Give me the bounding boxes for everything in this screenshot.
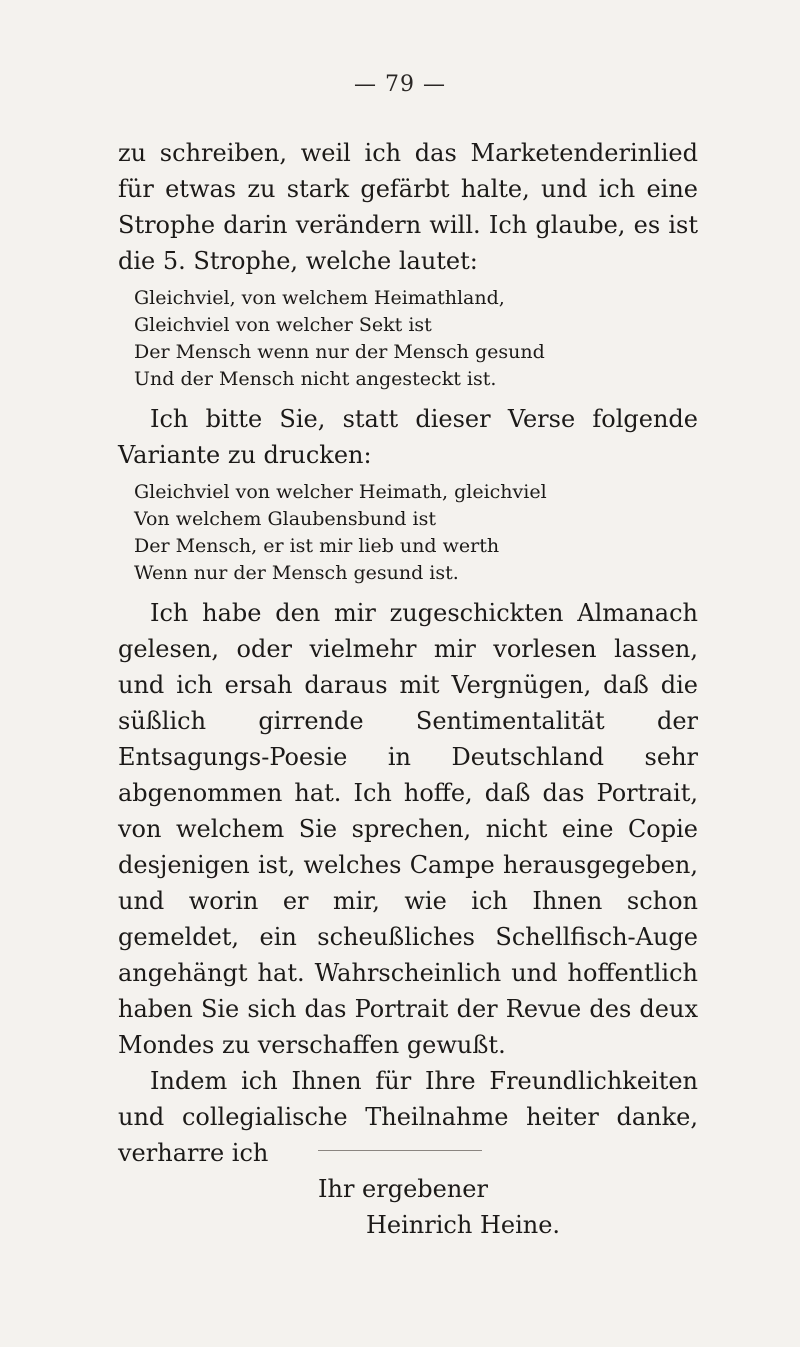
valediction: Ihr ergebener	[318, 1175, 488, 1203]
variant-verse	[134, 479, 698, 587]
verse-line: Gleichviel, von welchem Heimathland,	[134, 287, 505, 309]
end-divider	[318, 1150, 482, 1151]
signature-block	[118, 1171, 698, 1243]
verse-line: Gleichviel von welcher Sekt ist	[134, 314, 432, 336]
verse-line: Der Mensch wenn nur der Mensch gesund	[134, 341, 545, 363]
signature: Heinrich Heine.	[366, 1211, 561, 1239]
verse-line: Von welchem Glaubensbund ist	[134, 508, 436, 530]
letter-body	[118, 135, 698, 1243]
verse-line: Gleichviel von welcher Heimath, gleichviel	[134, 481, 547, 503]
verse-line: Und der Mensch nicht angesteckt ist.	[134, 368, 497, 390]
verse-line: Wenn nur der Mensch gesund ist.	[134, 562, 459, 584]
verse-line: Der Mensch, er ist mir lieb und werth	[134, 535, 500, 557]
original-verse	[134, 285, 698, 393]
closing-paragraph: Indem ich Ihnen für Ihre Freundlichkeiten und collegialische Theilnahme heiter danke, verharre ich	[118, 1067, 698, 1167]
request-paragraph: Ich bitte Sie, statt dieser Verse folgende Variante zu drucken:	[118, 405, 698, 469]
main-paragraph: Ich habe den mir zugeschickten Almanach gelesen, oder vielmehr mir vorlesen lassen, und ich ersah daraus mit Vergnügen, daß die süßlich girrende Sentimentalität der Entsagungs-Poesie in Deutschland sehr abgenommen hat. Ich hoffe, daß das Portrait, von welchem Sie sprechen, nicht eine Copie desjenigen ist, welches Campe herausgegeben, und worin er mir, wie ich Ihnen schon gemeldet, ein scheußliches Schellfisch-Auge angehängt hat. Wahrscheinlich und hoffentlich haben Sie sich das Portrait der Revue des deux Mondes zu verschaffen gewußt.	[118, 599, 698, 1059]
intro-paragraph: zu schreiben, weil ich das Marketenderinlied für etwas zu stark gefärbt halte, und ich eine Strophe darin verändern will. Ich glaube, es ist die 5. Strophe, welche lautet:	[118, 139, 698, 275]
page-number: — 79 —	[354, 72, 446, 97]
